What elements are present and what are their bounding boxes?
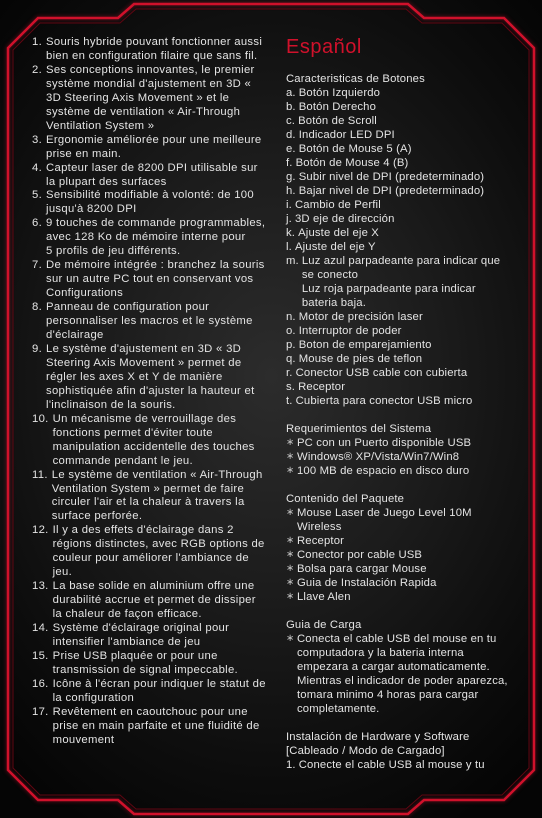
feature-text [46, 343, 255, 413]
feature-item [32, 580, 270, 622]
feature-line: Ventilation System » [46, 119, 155, 132]
list-item-label: 1. [286, 759, 296, 771]
list-item [286, 464, 526, 478]
list-item-label: n. [286, 311, 296, 323]
feature-line: régler les axes X et Y de manière [46, 370, 223, 383]
french-feature-list [32, 36, 270, 748]
feature-line: Ses conceptions innovantes, le premier [46, 63, 255, 76]
list-item-label: q. [286, 353, 296, 365]
list-item-label: m. [286, 255, 299, 267]
list-item-line: Botón de Scroll [298, 115, 377, 127]
feature-line: sur un autre PC tout en conservant vos [46, 273, 254, 286]
list-item-text [299, 758, 485, 772]
feature-line: transmission de signal impeccable. [52, 663, 238, 676]
list-item-text [297, 534, 344, 548]
feature-text [53, 524, 265, 580]
list-item-line: Ajuste del eje X [298, 227, 379, 239]
system-requirements-section [286, 422, 526, 478]
feature-number: 7. [32, 259, 43, 272]
feature-number: 4. [32, 161, 43, 174]
feature-item [32, 189, 270, 217]
feature-text [46, 259, 265, 301]
list-item-text [298, 380, 345, 394]
list-item-label: t. [286, 395, 293, 407]
feature-line: la chaleur de façon efficace. [52, 608, 202, 621]
list-item-line: Llave Alen [297, 591, 351, 603]
list-item-text [297, 576, 437, 590]
feature-line: commande pendant le jeu. [52, 454, 193, 467]
feature-number: 6. [32, 217, 43, 230]
list-item-line: Botón de Mouse 4 (B) [295, 157, 409, 169]
list-item [286, 590, 526, 604]
list-item-line: Luz roja parpadeante para indicar [301, 283, 476, 295]
list-item-text [295, 240, 376, 254]
list-item [286, 86, 526, 100]
list-item-line: Receptor [298, 381, 346, 393]
list-item-line: Indicador LED DPI [298, 129, 395, 141]
list-item-text [296, 394, 473, 408]
feature-line: prise en main parfaite et une fluidité de [52, 719, 260, 732]
list-item [286, 128, 526, 142]
list-item-label: k. [286, 227, 296, 239]
feature-line: jusqu'à 8200 DPI [46, 203, 137, 216]
list-item-text [297, 450, 459, 464]
feature-item [32, 650, 270, 678]
feature-text [52, 469, 263, 525]
list-item-label: a. [286, 87, 296, 99]
feature-line: Un mécanisme de verrouillage des [52, 412, 237, 425]
list-item-line: Guia de Instalación Rapida [297, 577, 437, 589]
feature-text [46, 301, 253, 343]
feature-item [32, 524, 270, 580]
list-item-text [297, 436, 471, 450]
feature-number: 14. [32, 622, 49, 635]
feature-line: personnaliser les macros et le système [46, 315, 253, 328]
list-item-line: 3D eje de dirección [294, 213, 395, 225]
asterisk-bullet-icon [286, 590, 297, 604]
list-item-label: f. [286, 157, 293, 169]
list-item [286, 352, 526, 366]
list-item-text [299, 338, 432, 352]
feature-text [53, 622, 230, 650]
feature-line: la plupart des surfaces [46, 175, 167, 188]
feature-line: prise en main. [46, 147, 122, 160]
feature-text [46, 217, 265, 259]
feature-line: régions distinctes, avec RGB options de [52, 538, 265, 551]
feature-line: Configurations [46, 287, 124, 300]
list-item-line: Bolsa para cargar Mouse [297, 563, 427, 575]
feature-line: durabilité accrue et permet de dissiper [52, 594, 256, 607]
feature-text [53, 650, 238, 678]
list-item-line: Botón Izquierdo [298, 87, 381, 99]
feature-item [32, 706, 270, 748]
list-item [286, 632, 526, 716]
list-item-line: bateria baja. [301, 297, 366, 309]
feature-line: bien en configuration filaire que sans fil. [46, 49, 258, 62]
feature-line: couleur pour améliorer l'ambiance de [52, 552, 249, 565]
feature-number: 5. [32, 189, 43, 202]
feature-item [32, 217, 270, 259]
feature-line: Le système de ventilation « Air-Through [51, 468, 263, 481]
feature-line: De mémoire intégrée : branchez la souris [46, 259, 265, 272]
feature-text [46, 162, 258, 190]
feature-item [32, 469, 270, 525]
feature-line: mouvement [52, 733, 115, 746]
list-item-label: o. [286, 325, 296, 337]
list-item-text [299, 184, 484, 198]
list-item-line: Conector por cable USB [297, 549, 423, 561]
feature-line: 5 profils de jeu différents. [46, 245, 181, 258]
feature-number: 16. [32, 677, 49, 690]
feature-line: la configuration [52, 691, 135, 704]
list-item-line: Botón de Mouse 5 (A) [298, 143, 412, 155]
list-item-line: Mientras el indicador de poder aparezca, [297, 675, 508, 687]
list-item [286, 156, 526, 170]
list-item-line: Interruptor de poder [298, 325, 402, 337]
asterisk-bullet-icon [286, 506, 297, 534]
feature-number: 8. [32, 301, 43, 314]
list-item [286, 170, 526, 184]
list-item-line: Conector USB cable con cubierta [295, 367, 468, 379]
list-item-text [299, 86, 380, 100]
feature-number: 13. [32, 580, 49, 593]
spanish-heading: Español [286, 36, 362, 58]
list-item [286, 338, 526, 352]
list-item [286, 394, 526, 408]
list-item-line: empezara a cargar automaticamente. [297, 661, 490, 673]
list-item-line: computadora y la bateria interna [297, 647, 464, 659]
feature-line: circuler l'air et la chaleur à travers la [51, 496, 245, 509]
feature-line: La base solide en aluminium offre une [52, 580, 255, 593]
list-item [286, 324, 526, 338]
feature-number: 1. [32, 36, 43, 48]
list-item-line: Boton de emparejamiento [298, 339, 432, 351]
list-item-line: Mouse Laser de Juego Level 10M [297, 507, 472, 519]
feature-number: 10. [32, 412, 49, 425]
list-item-text [295, 212, 395, 226]
list-item [286, 240, 526, 254]
feature-text [53, 413, 255, 469]
button-features-section [286, 72, 526, 408]
feature-line: avec 128 Ko de mémoire interne pour [46, 231, 246, 244]
feature-line: Système d'éclairage original pour [52, 622, 230, 635]
list-item-line: Motor de precisión laser [298, 311, 423, 323]
feature-line: l'inclinaison de la souris. [46, 398, 176, 411]
list-item-text [297, 590, 351, 604]
feature-item [32, 301, 270, 343]
section-title: Caracteristicas de Botones [286, 73, 425, 85]
feature-number: 9. [32, 342, 43, 355]
list-item-text [299, 170, 484, 184]
installation-section [286, 730, 526, 772]
feature-line: d'éclairage [46, 329, 104, 342]
list-item-label: e. [286, 143, 296, 155]
asterisk-bullet-icon [286, 464, 297, 478]
list-item-text [297, 548, 422, 562]
feature-item [32, 259, 270, 301]
list-item [286, 548, 526, 562]
feature-number: 2. [32, 63, 43, 76]
feature-item [32, 678, 270, 706]
feature-line: surface perforée. [51, 510, 143, 523]
list-item-text [295, 198, 381, 212]
feature-line: Steering Axis Movement » permet de [46, 356, 242, 369]
list-item [286, 450, 526, 464]
list-item [286, 366, 526, 380]
feature-item [32, 36, 270, 64]
list-item-line: Windows® XP/Vista/Win7/Win8 [297, 451, 460, 463]
list-item-text [297, 506, 472, 534]
asterisk-bullet-icon [286, 436, 297, 450]
list-item-line: tomara minimo 4 horas para cargar [297, 689, 479, 701]
list-item [286, 142, 526, 156]
list-item [286, 380, 526, 394]
feature-line: 3D Steering Axis Movement » et le [46, 91, 230, 104]
list-item-label: g. [286, 171, 296, 183]
list-item-label: b. [286, 101, 296, 113]
feature-line: Il y a des effets d'éclairage dans 2 [52, 524, 234, 537]
feature-item [32, 134, 270, 162]
list-item-label: l. [286, 241, 292, 253]
feature-number: 12. [32, 524, 49, 537]
list-item-line: Bajar nivel de DPI (predeterminado) [298, 185, 485, 197]
feature-line: système mondial d'ajustement en 3D « [46, 77, 252, 90]
feature-item [32, 343, 270, 413]
list-item-line: Botón Derecho [298, 101, 377, 113]
feature-line: Ventilation System » permet de faire [51, 482, 245, 495]
feature-line: fonctions permet d'éviter toute [52, 426, 213, 439]
section-subtitle: [Cableado / Modo de Cargado] [286, 745, 445, 757]
list-item-text [299, 352, 422, 366]
list-item-label: i. [286, 199, 292, 211]
feature-text [53, 706, 260, 748]
feature-number: 11. [32, 468, 48, 481]
feature-line: Icône à l'écran pour indiquer le statut de [52, 677, 266, 690]
asterisk-bullet-icon [286, 548, 297, 562]
list-item-text [298, 226, 379, 240]
list-item-text [298, 114, 377, 128]
list-item-label: r. [286, 367, 293, 379]
list-item-line: Luz azul parpadeante para indicar que [301, 255, 501, 267]
feature-text [46, 64, 255, 134]
list-item-line: completamente. [297, 703, 380, 715]
list-item [286, 254, 526, 310]
list-item-text [296, 366, 468, 380]
spanish-column [286, 72, 526, 772]
asterisk-bullet-icon [286, 576, 297, 590]
list-item-text [302, 254, 500, 310]
list-item-text [299, 310, 423, 324]
section-title: Instalación de Hardware y Software [286, 731, 470, 743]
list-item-text [296, 156, 409, 170]
list-item-label: p. [286, 339, 296, 351]
list-item-line: Receptor [297, 535, 345, 547]
list-item-label: h. [286, 185, 296, 197]
list-item [286, 184, 526, 198]
list-item [286, 576, 526, 590]
list-item-line: Mouse de pies de teflon [298, 353, 423, 365]
feature-line: Panneau de configuration pour [46, 301, 210, 314]
list-item-line: Cubierta para conector USB micro [295, 395, 473, 407]
list-item [286, 436, 526, 450]
feature-item [32, 162, 270, 190]
feature-text [46, 134, 261, 162]
feature-item [32, 413, 270, 469]
list-item-text [299, 100, 376, 114]
list-item-line: Ajuste del eje Y [294, 241, 376, 253]
feature-item [32, 64, 270, 134]
list-item [286, 114, 526, 128]
asterisk-bullet-icon [286, 562, 297, 576]
list-item [286, 212, 526, 226]
list-item [286, 198, 526, 212]
feature-line: intensifier l'ambiance de jeu [52, 635, 201, 648]
list-item-label: c. [286, 115, 296, 127]
feature-line: Le système d'ajustement en 3D « 3D [46, 342, 242, 355]
package-contents-section [286, 492, 526, 604]
list-item [286, 534, 526, 548]
list-item-line: Cambio de Perfil [294, 199, 381, 211]
feature-text [46, 36, 262, 64]
list-item-text [299, 142, 412, 156]
section-title: Requerimientos del Sistema [286, 423, 432, 435]
feature-line: Sensibilité modifiable à volonté: de 100 [46, 189, 254, 202]
list-item-line: PC con un Puerto disponible USB [297, 437, 472, 449]
asterisk-bullet-icon [286, 632, 297, 716]
asterisk-bullet-icon [286, 450, 297, 464]
list-item [286, 226, 526, 240]
list-item-line: 100 MB de espacio en disco duro [297, 465, 470, 477]
feature-number: 15. [32, 649, 49, 662]
feature-line: manipulation accidentelle des touches [52, 440, 255, 453]
section-title: Guia de Carga [286, 619, 362, 631]
list-item [286, 310, 526, 324]
list-item-line: Conecta el cable USB del mouse en tu [297, 633, 497, 645]
list-item-text [297, 464, 469, 478]
asterisk-bullet-icon [286, 534, 297, 548]
list-item-label: s. [286, 381, 296, 393]
feature-line: système de ventilation « Air-Through [46, 105, 241, 118]
section-title: Contenido del Paquete [286, 493, 405, 505]
list-item-line: Subir nivel de DPI (predeterminado) [298, 171, 485, 183]
list-item-label: d. [286, 129, 296, 141]
list-item-text [299, 324, 402, 338]
list-item-label: j. [286, 213, 292, 225]
list-item-text [299, 128, 395, 142]
list-item [286, 758, 526, 772]
feature-line: Revêtement en caoutchouc pour une [52, 705, 248, 718]
list-item-line: Wireless [297, 521, 342, 533]
feature-line: 9 touches de commande programmables, [46, 217, 266, 230]
feature-line: Souris hybride pouvant fonctionner aussi [46, 36, 263, 48]
list-item-text [297, 562, 427, 576]
feature-line: jeu. [52, 566, 73, 579]
feature-line: Prise USB plaquée or pour une [52, 649, 218, 662]
list-item-line: se conecto [301, 269, 358, 281]
feature-number: 17. [32, 705, 49, 718]
feature-number: 3. [32, 133, 43, 146]
charging-guide-section [286, 618, 526, 716]
list-item [286, 562, 526, 576]
feature-line: Capteur laser de 8200 DPI utilisable sur [46, 161, 258, 174]
list-item [286, 100, 526, 114]
feature-line: Ergonomie améliorée pour une meilleure [46, 133, 262, 146]
list-item-text [297, 632, 508, 716]
list-item [286, 506, 526, 534]
feature-text [53, 678, 266, 706]
feature-line: sophistiquée afin d'ajuster la hauteur et [46, 384, 255, 397]
feature-text [53, 580, 256, 622]
feature-text [46, 189, 254, 217]
list-item-line: Conecte el cable USB al mouse y tu [298, 759, 485, 771]
feature-item [32, 622, 270, 650]
